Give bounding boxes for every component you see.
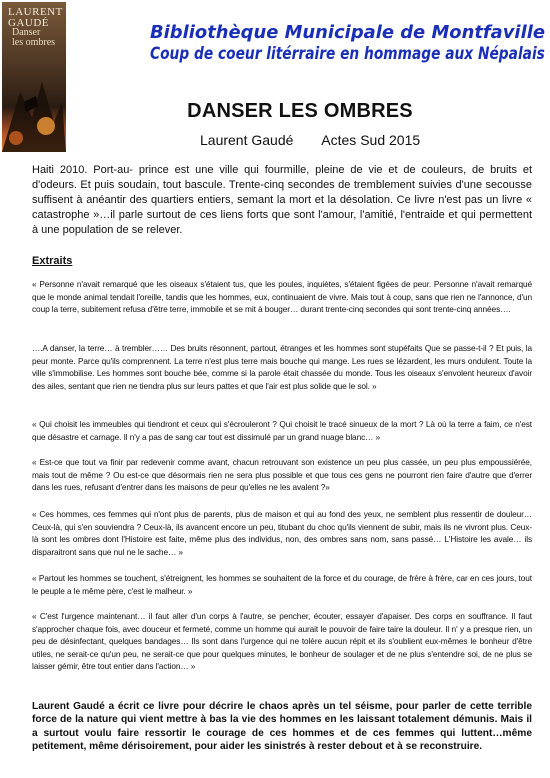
quote-paragraph: « Qui choisit les immeubles qui tiendront et ceux qui s'écrouleront ? Qui choisit le tracé sinueux de la mort ? Là où la terre a faim, ce n'est que désastre et carnage. Il n'y a pas de sang car tout est dissimulé par un grand nuage blanc… » bbox=[32, 419, 532, 442]
quote-paragraph: « Est-ce que tout va finir par redevenir comme avant, chacun retrouvant son existence un peu plus cassée, un peu plus empoussiérée, mais tout de même ? Ou est-ce que désormais rien ne sera plus possible et que tous ces gens ne pourront rien faire d'autre que d'errer dans les rues, refusant d'entrer dans les maisons de peur qu'elles ne les avalent ?» bbox=[32, 457, 532, 493]
quote-paragraph: « Ces hommes, ces femmes qui n'ont plus de parents, plus de maison et qui au fond des yeux, ne semblent plus ressentir de douleur… Ceux-là, qui s'en souviendra ? Ceux-là, ils avancent encore un peu, titubant du choc qu'ils viennent de subir, mais ils ne vivront plus. Ceux- là sont les ombres dont l'Histoire est faite, même plus des individus, non, des ombres sans nom, sans passé… L'Histoire les avale… ils disparaitront sans que nul ne le sache… » bbox=[32, 509, 532, 557]
cover-illustration bbox=[2, 62, 66, 152]
tribute-subheading: Coup de coeur litérraire en hommage aux Népalais bbox=[150, 44, 545, 64]
cover-title-line-2: les ombres bbox=[12, 37, 56, 48]
extraits-heading: Extraits bbox=[32, 255, 73, 267]
intro-paragraph: Haiti 2010. Port-au- prince est une ville qui fourmille, pleine de vie et de couleurs, de bruits et d'odeurs. Et puis soudain, tout bascule. Trente-cinq secondes de tremblement suivies d'une secousse suffisent à anéantir des quartiers entiers, semant la mort et la désolation. Ce livre n'est pas un livre « catastrophe »…il parle surtout de ces liens forts que sont l'amour, l'amitié, l'entraide et qui permettent à une population de se relever. bbox=[32, 164, 532, 236]
quote-paragraph: « Partout les hommes se touchent, s'étreignent, les hommes se souhaitent de la force et du courage, de frère à frère, car en ces jours, tout le peuple a le même père, c'est le malheur. » bbox=[32, 573, 532, 596]
book-author: Laurent Gaudé bbox=[200, 132, 294, 148]
cover-author: LAURENT GAUDÉ bbox=[8, 6, 63, 29]
book-title: DANSER LES OMBRES bbox=[187, 100, 413, 122]
cover-title bbox=[12, 28, 55, 48]
book-publisher: Actes Sud 2015 bbox=[321, 132, 421, 148]
byline bbox=[200, 132, 420, 148]
quote-paragraph: « C'est l'urgence maintenant… il faut aller d'un corps à l'autre, se pencher, écouter, essayer d'apaiser. Des corps en souffrance. Il faut s'approcher chaque fois, avec douceur et fermeté, comme un homme qui aurait le pouvoir de faire taire la douleur. Il n' y a presque rien, un peu de désinfectant, quelques bandages… Ils sont dans l'urgence qui ne tolère aucun répit et ils s'oublient eux-mêmes le bonheur d'être utiles, ne serait-ce qu'un peu, ne serait-ce que pour quelques minutes, le bonheur de soulager et de ne plus s'entendre soi, de ne plus se laisser gémir, être tout entier dans l'action… » bbox=[32, 611, 532, 672]
closing-paragraph: Laurent Gaudé a écrit ce livre pour décrire le chaos après un tel séisme, pour parler de cette terrible force de la nature qui vient mettre à bas la vie des hommes en les laissant totalement démunis. Mais il a surtout voulu faire ressortir le courage de ces hommes et de ces femmes qui luttent…même petitement, même dérisoirement, pour aider les sinistrés à rester debout et à se reconstruire. bbox=[32, 701, 532, 753]
quote-paragraph: « Personne n'avait remarqué que les oiseaux s'étaient tus, que les poules, inquiètes, s'étaient figées de peur. Personne n'avait remarqué que le monde animal tendait l'oreille, tandis que les hommes, eux, continuaient de vivre. Mais tout à coup, sans que rien ne l'annonce, d'un coup la terre, subitement refusa d'être terre, immobile et se mit à bouger… durant trente-cinq secondes qui sont trente-cinq années…. bbox=[32, 279, 532, 315]
book-cover-image bbox=[2, 2, 66, 152]
library-name-heading: Bibliothèque Municipale de Montfaville bbox=[150, 22, 545, 43]
quote-paragraph: ….A danser, la terre… à trembler…… Des bruits résonnent, partout, étranges et les hommes sont stupéfaits Que se passe-t-il ? Et puis, la peur monte. Parce qu'ils comprennent. La terre n'est plus terre mais bouche qui mange. Les rues se lézardent, les murs ondulent. Toute la ville s'immobilise. Les hommes sont bouche bée, comme si la parole était chassée du monde. Tous les oiseaux s'envolent heureux d'avoir des ailes, sentant que rien ne tiendra plus sur leurs pattes et que l'air est plus solide que le sol. » bbox=[32, 343, 532, 391]
cover-title-line-1: Danser bbox=[12, 27, 41, 38]
